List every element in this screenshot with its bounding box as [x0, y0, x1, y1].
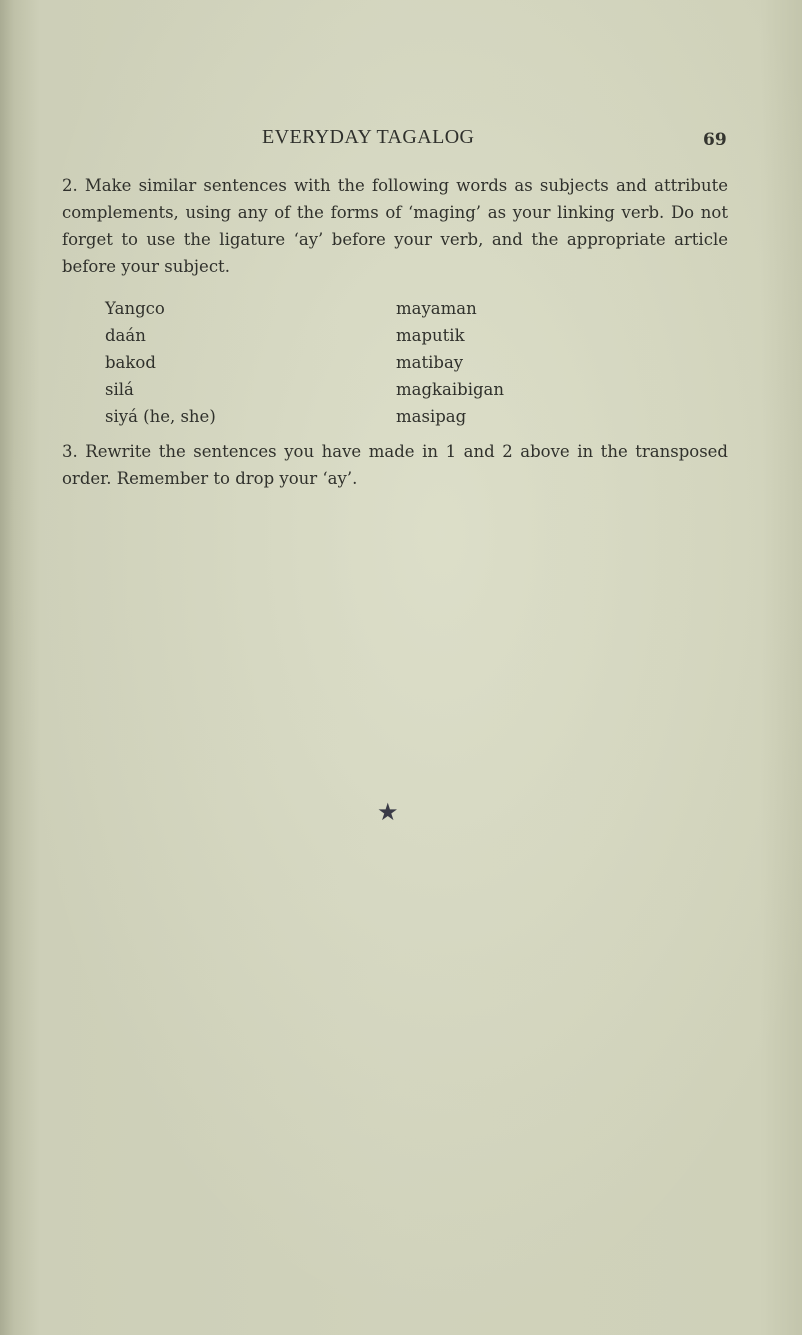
exercise-3-paragraph: 3. Rewrite the sentences you have made in 1 and 2 above in the transposed order. Remember to drop your ‘ay’.: [62, 442, 728, 488]
word-subject: Yangco: [105, 299, 165, 318]
word-complement: matibay: [396, 353, 464, 372]
word-complement: maputik: [396, 326, 465, 345]
word-list-row: [105, 295, 665, 322]
word-subject: daán: [105, 326, 146, 345]
word-complement: mayaman: [396, 299, 477, 318]
word-list-row: [105, 349, 665, 376]
word-complement: masipag: [396, 407, 467, 426]
word-subject: siyá (he, she): [105, 407, 216, 426]
word-subject: bakod: [105, 353, 156, 372]
word-list-row: [105, 376, 665, 403]
page-header: [0, 126, 802, 156]
word-list-row: [105, 322, 665, 349]
star-ornament-icon: ★: [377, 798, 399, 826]
page-number: 69: [703, 130, 727, 150]
word-list: [105, 295, 665, 430]
word-subject: silá: [105, 380, 134, 399]
exercise-2-paragraph: 2. Make similar sentences with the following words as subjects and attribute complements, using any of the forms of ‘maging’ as your linking verb. Do not forget to use the ligature ‘ay’ before your verb, and the appropriate article before your subject.: [62, 176, 728, 276]
word-list-row: [105, 403, 665, 430]
running-head: EVERYDAY TAGALOG: [262, 126, 475, 148]
word-complement: magkaibigan: [396, 380, 505, 399]
